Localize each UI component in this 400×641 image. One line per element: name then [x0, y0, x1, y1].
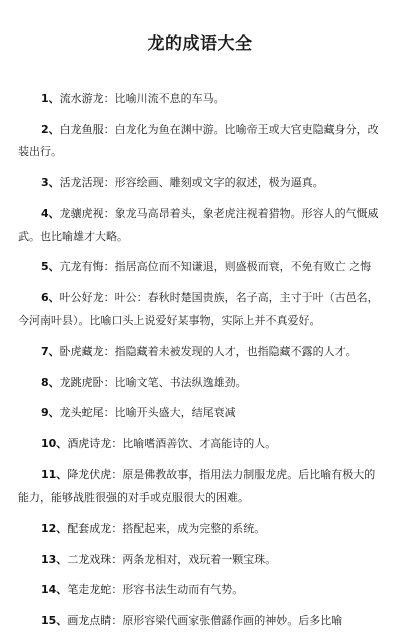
entry-number: 3、	[41, 176, 60, 190]
idiom-term: 酒虎诗龙	[67, 437, 112, 451]
idiom-entry	[0, 172, 400, 194]
idiom-term: 二龙戏珠	[67, 552, 112, 566]
term-separator: ：	[103, 122, 115, 136]
idiom-term: 流水游龙	[59, 92, 104, 105]
idiom-term: 龙跳虎卧	[59, 375, 104, 389]
entry-number: 9、	[41, 406, 60, 420]
idiom-entry	[0, 433, 400, 455]
entry-number: 11、	[41, 468, 68, 482]
idiom-definition: 比喻文笔、书法纵逸雄劲。	[114, 375, 247, 389]
idiom-term: 白龙鱼服	[59, 122, 104, 136]
idiom-entry	[0, 402, 400, 424]
entry-number: 5、	[41, 260, 60, 274]
entry-number: 14、	[41, 583, 68, 597]
entry-number: 6、	[41, 291, 60, 305]
idiom-term: 降龙伏虎	[67, 468, 112, 482]
idiom-entry	[0, 610, 400, 632]
idiom-term: 笔走龙蛇	[67, 583, 112, 597]
term-separator: ：	[111, 552, 123, 566]
idiom-definition: 指居高位而不知谦退，则盛极而衰，不免有败亡 之悔	[114, 260, 372, 274]
idiom-term: 配套成龙	[67, 521, 112, 535]
idiom-definition: 比喻川流不息的车马。	[114, 92, 225, 105]
idiom-definition: 原形容梁代画家张僧繇作画的神妙。后多比喻	[122, 614, 343, 628]
term-separator: ：	[103, 291, 115, 305]
idiom-definition: 原是佛教故事，指用法力制服龙虎。后比喻有极大的能力，能够战胜很强的对手或克服很大的困难。	[18, 468, 376, 504]
idiom-definition: 指隐藏着未被发现的人才，也指隐藏不露的人才。	[114, 344, 357, 358]
idiom-entry	[0, 464, 400, 509]
term-separator: ：	[111, 614, 123, 628]
idiom-term: 亢龙有悔	[59, 260, 104, 274]
idiom-definition: 形容书法生动而有气势。	[122, 583, 244, 597]
term-separator: ：	[103, 92, 115, 105]
idiom-definition: 形容绘画、雕刻或文字的叙述，极为逼真。	[114, 176, 324, 190]
idiom-definition: 象龙马高昂着头，象老虎注视着猎物。形容人的气慨威武。也比喻雄才大略。	[18, 207, 379, 243]
term-separator: ：	[103, 375, 115, 389]
idiom-entry	[0, 372, 400, 394]
idiom-term: 活龙活现	[59, 176, 104, 190]
term-separator: ：	[103, 406, 115, 420]
idiom-entry	[0, 287, 400, 332]
idiom-entry	[0, 518, 400, 540]
idiom-definition: 两条龙相对，戏玩着一颗宝珠。	[122, 552, 277, 566]
idiom-term: 龙骧虎视	[59, 207, 104, 221]
entry-number: 15、	[41, 614, 68, 628]
entry-number: 13、	[41, 552, 68, 566]
idiom-entry	[0, 341, 400, 363]
page-title: 龙的成语大全	[147, 34, 253, 54]
entry-number: 10、	[41, 437, 68, 451]
idiom-entry	[0, 88, 400, 110]
entry-number: 7、	[41, 344, 60, 358]
idiom-entry	[0, 579, 400, 601]
entry-number: 8、	[41, 375, 60, 389]
idiom-definition: 搭配起来，成为完整的系统。	[122, 521, 266, 535]
term-separator: ：	[103, 344, 115, 358]
term-separator: ：	[111, 468, 123, 482]
idiom-definition: 叶公：春秋时楚国贵族，名子高，主寸于叶（古邑名，今河南叶县）。比喻口头上说爱好某事物，实际上并不真爱好。	[18, 291, 379, 327]
idiom-definition: 比喻开头盛大，结尾衰减	[114, 406, 236, 420]
idiom-list	[0, 88, 400, 641]
term-separator: ：	[111, 583, 123, 597]
entry-number: 1、	[41, 92, 60, 105]
idiom-definition: 白龙化为鱼在渊中游。比喻帝王或大官吏隐藏身分，改装出行。	[18, 122, 379, 159]
idiom-term: 卧虎藏龙	[59, 344, 104, 358]
entry-number: 12、	[41, 521, 68, 535]
idiom-term: 龙头蛇尾	[59, 406, 104, 420]
idiom-definition: 比喻嗜酒善饮、才高能诗的人。	[122, 437, 277, 451]
idiom-entry	[0, 203, 400, 248]
idiom-term: 画龙点睛	[67, 614, 112, 628]
idiom-term: 叶公好龙	[59, 291, 104, 305]
entry-number: 2、	[41, 122, 60, 136]
idiom-entry	[0, 256, 400, 278]
idiom-entry	[0, 119, 400, 164]
entry-number: 4、	[41, 207, 60, 221]
term-separator: ：	[103, 260, 115, 274]
term-separator: ：	[103, 207, 115, 221]
term-separator: ：	[103, 176, 115, 190]
idiom-entry	[0, 549, 400, 571]
term-separator: ：	[111, 521, 123, 535]
term-separator: ：	[111, 437, 123, 451]
